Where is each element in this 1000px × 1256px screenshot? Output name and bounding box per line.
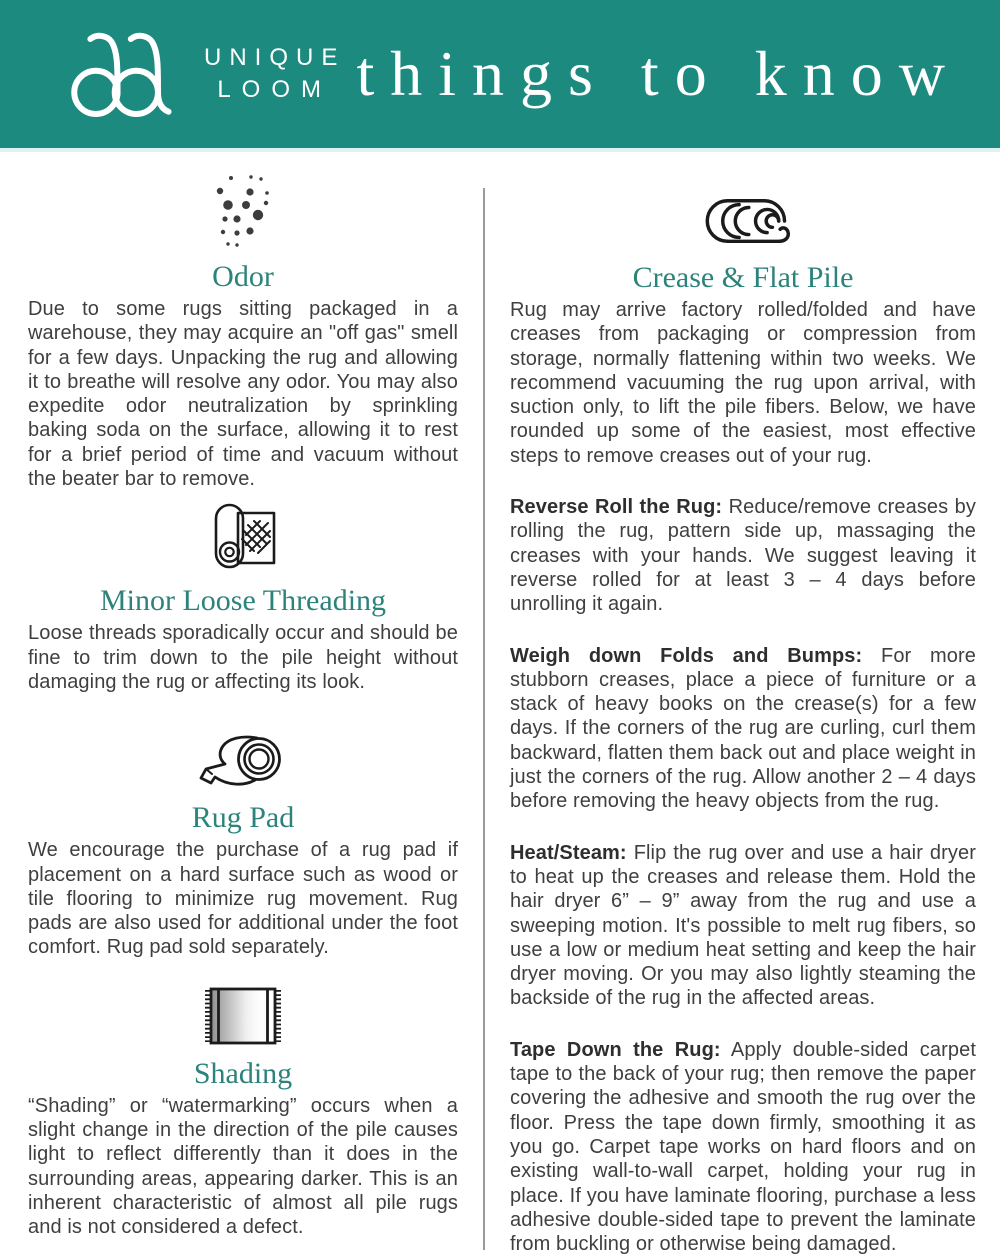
step-text: Flip the rug over and use a hair dryer to heat up the creases and release them. Hold the hair dryer 6” – 9” away from the rug and use a sweeping motion. It's possible to melt rug fibers, so use a low or medium heat setting and keep the hair dryer moving. Or you may also lightly steaming the backside of the rug in the affected areas. [510, 841, 976, 1010]
section-heading-threading: Minor Loose Threading [99, 584, 387, 618]
header-banner [0, 0, 1000, 152]
step-text: Reduce/remove creases by rolling the rug, pattern side up, massaging the creases with your hands. We suggest leaving it reverse rolled for at least 3 – 4 days before unrolling it again. [510, 496, 976, 616]
step-label: Reverse Roll the Rug: [510, 496, 723, 519]
section-crease-flat-pile [510, 192, 976, 1256]
step-text: For more stubborn creases, place a piece of furniture or a stack of heavy books on the crease(s) for a few days. If the corners of the rug are curling, curl them backward, flatten them back out and place weight in just the corners of the rug. Allow another 2 – 4 days before removing the heavy objects from the rug. [510, 644, 976, 813]
section-minor-loose-threading [28, 501, 458, 694]
brand-line-2: LOOM [217, 76, 333, 103]
section-body-threading: Loose threads sporadically occur and should be fine to trim down to the pile height without damaging the rug or affecting its look. [28, 622, 458, 693]
step-label: Tape Down the Rug: [510, 1038, 721, 1061]
step-label: Heat/Steam: [510, 841, 627, 864]
unique-loom-double-loop-logo-icon [70, 28, 188, 120]
step-tape-down [510, 1038, 976, 1256]
section-intro-crease: Rug may arrive factory rolled/folded and have creases from packaging or compression from storage, normally flattening within two weeks. We recommend vacuuming the rug upon arrival, with suction only, to lift the pile fibers. Below, we have rounded up some of the easiest, most effective steps to remove creases out of your rug. [510, 299, 976, 467]
section-odor [28, 173, 458, 491]
step-label: Weigh down Folds and Bumps: [510, 644, 863, 667]
step-reverse-roll [510, 495, 976, 616]
brand-wordmark [204, 42, 345, 105]
section-rug-pad [28, 728, 458, 959]
step-weigh-down [510, 644, 976, 814]
rolled-rug-side-spiral-icon [687, 192, 799, 252]
content-area [0, 152, 1000, 1256]
step-text: Apply double-sided carpet tape to the back of your rug; then remove the paper covering the adhesive and smooth the rug over the floor. Press the tape down firmly, smoothing it as you go. Carpet tape works on hard floors and on existing wall-to-wall carpet, holding your rug in place. If you have laminate flooring, purchase a less adhesive double-sided tape to prevent the laminate from buckling or otherwise being damaged. [510, 1038, 976, 1256]
rug-pad-roll-icon [195, 728, 291, 792]
section-body-rugpad: We encourage the purchase of a rug pad if placement on a hard surface such as wood or tile flooring to minimize rug movement. Rug pads are also used for additional under the foot comfort. Rug pad sold separately. [28, 839, 458, 959]
odor-specks-icon [211, 173, 275, 251]
fringed-rug-gradient-icon [201, 984, 285, 1048]
right-column [510, 152, 976, 1256]
page-title: things to know [356, 38, 961, 109]
column-divider [483, 188, 485, 1250]
section-heading-crease: Crease & Flat Pile [632, 261, 854, 294]
section-body-shading: “Shading” or “watermarking” occurs when a slight change in the direction of the pile causes light to reflect differently than it does in the surrounding areas, appearing darker. This is an inherent characteristic of almost all pile rugs and is not considered a defect. [28, 1094, 458, 1239]
left-column [28, 152, 458, 1256]
section-heading-shading: Shading [193, 1056, 293, 1090]
section-body-odor: Due to some rugs sitting packaged in a warehouse, they may acquire an "off gas" smell for a few days. Unpacking the rug and allowing it to breathe will resolve any odor. You may also expedite odor neutralization by sprinkling baking soda on the surface, allowing it to rest for a brief period of time and vacuum without the beater bar to remove. [28, 298, 458, 491]
section-heading-rugpad: Rug Pad [191, 801, 295, 835]
step-heat-steam [510, 841, 976, 1011]
section-shading [28, 984, 458, 1240]
rolled-rug-crosshatch-icon [208, 501, 278, 575]
section-heading-odor: Odor [212, 260, 274, 293]
brand-line-1: UNIQUE [204, 44, 346, 72]
